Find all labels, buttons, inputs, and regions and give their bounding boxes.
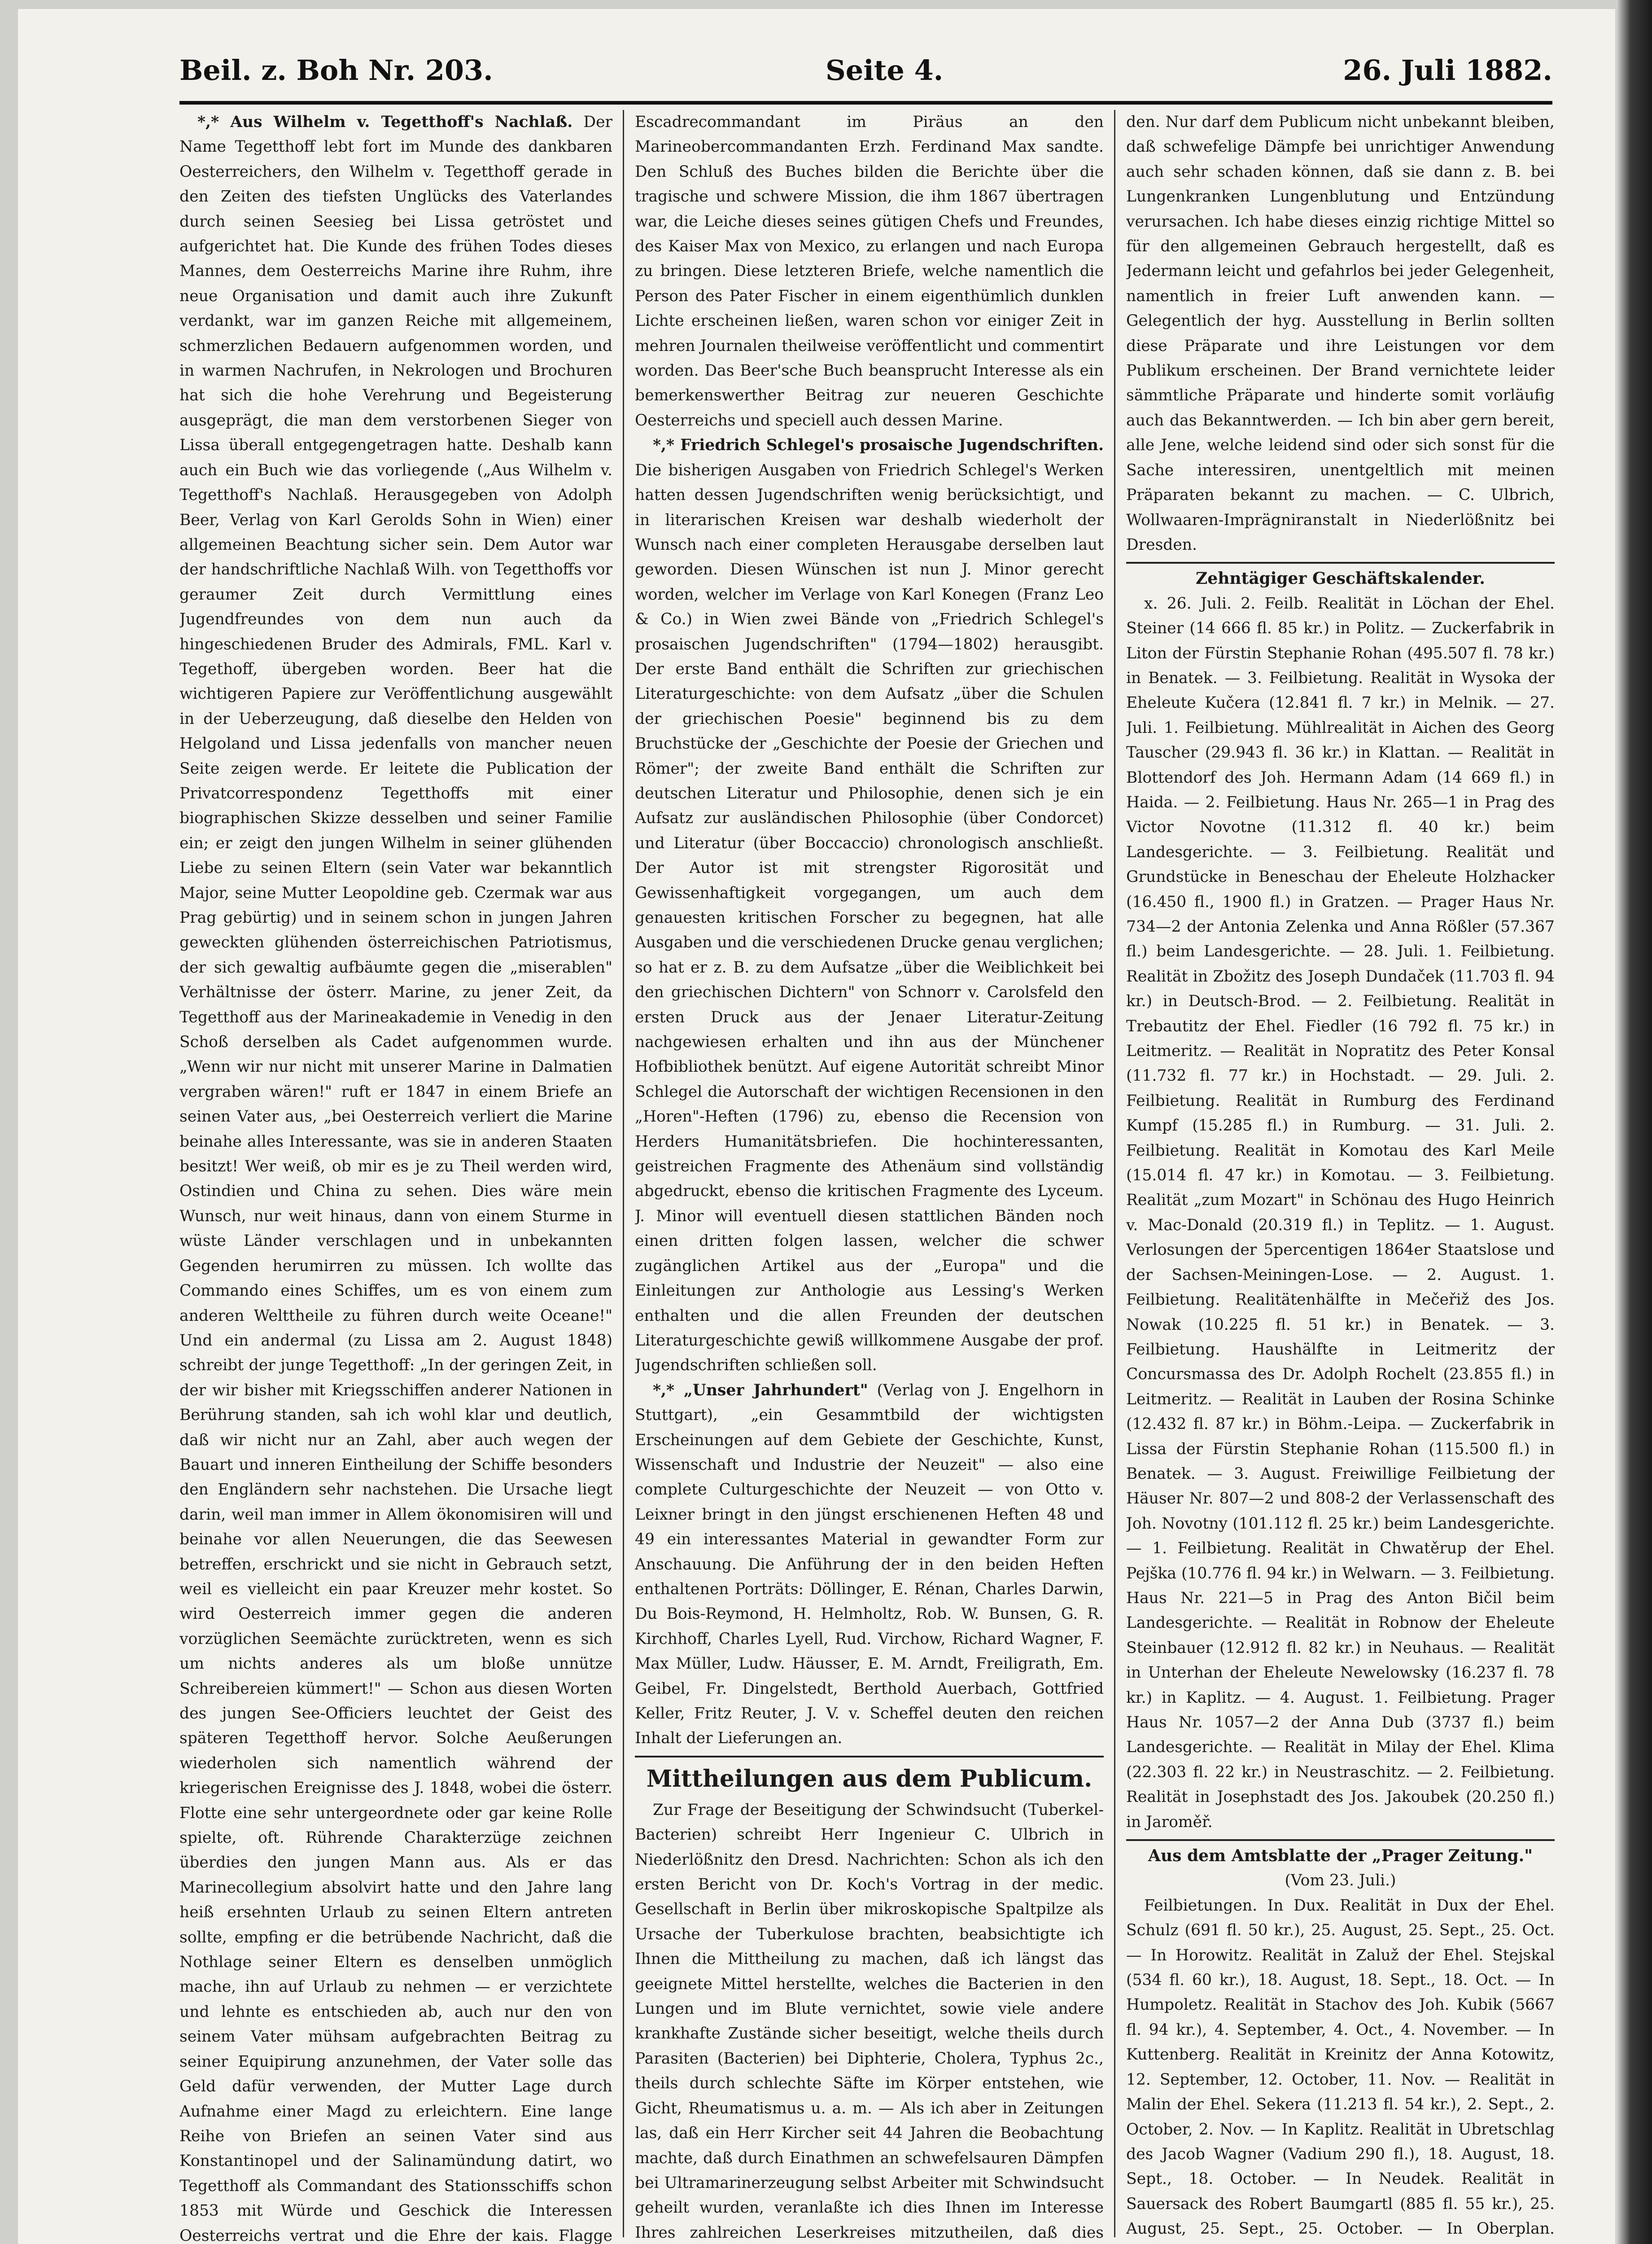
article-title: *,* Friedrich Schlegel's prosaische Jugendschriften. (653, 436, 1104, 455)
page-number: Seite 4. (826, 54, 944, 87)
column-1 (179, 110, 612, 2244)
business-calendar: x. 26. Juli. 2. Feilb. Realität in Löchan der Ehel. Steiner (14 666 fl. 85 kr.) in Politz. — Zuckerfabrik in Liton der Fürstin Stephanie Rohan (495.507 fl. 78 kr.) in Benatek. — 3. Feilbietung. Realität in Wysoka der Eheleute Kučera (12.841 fl. 7 kr.) in Melnik. — 27. Juli. 1. Feilbietung. Mühlrealität in Aichen des Georg Tauscher (29.943 fl. 36 kr.) in Klattan. — Realität in Blottendorf des Joh. Hermann Adam (14 669 fl.) in Haida. — 2. Feilbietung. Haus Nr. 265—1 in Prag des Victor Novotne (11.312 fl. 40 kr.) beim Landesgerichte. — 3. Feilbietung. Realität und Grundstücke in Beneschau der Eheleute Holzhacker (16.450 fl., 1900 fl.) in Gratzen. — Prager Haus Nr. 734—2 der Antonia Zelenka und Anna Rößler (57.367 fl.) beim Landesgerichte. — 28. Juli. 1. Feilbietung. Realität in Zbožitz des Joseph Dundaček (11.703 fl. 94 kr.) in Deutsch-Brod. — 2. Feilbietung. Realität in Trebautitz der Ehel. Fiedler (16 792 fl. 75 kr.) in Leitmeritz. — Realität in Nopratitz des Peter Konsal (11.732 fl. 77 kr.) in Hochstadt. — 29. Juli. 2. Feilbietung. Realität in Rumburg des Ferdinand Kumpf (15.285 fl.) in Rumburg. — 31. Juli. 2. Feilbietung. Realität in Komotau des Karl Meile (15.014 fl. 47 kr.) in Komotau. — 3. Feilbietung. Realität „zum Mozart" in Schönau des Hugo Heinrich v. Mac-Donald (20.319 fl.) in Teplitz. — 1. August. Verlosungen der 5percentigen 1864er Staatslose und der Sachsen-Meiningen-Lose. — 2. August. 1. Feilbietung. Realitätenhälfte in Mečeřiž des Jos. Nowak (10.225 fl. 51 kr.) in Benatek. — 3. Feilbietung. Haushälfte in Leitmeritz der Concursmassa des Dr. Adolph Rochelt (23.855 fl.) in Leitmeritz. — Realität in Lauben der Rosina Schinke (12.432 fl. 87 kr.) in Böhm.-Leipa. — Zuckerfabrik in Lissa der Fürstin Stephanie Rohan (115.500 fl.) in Benatek. — 3. August. Freiwillige Feilbietung der Häuser Nr. 807—2 und 808-2 der Verlassenschaft des Joh. Novotny (101.112 fl. 25 kr.) beim Landesgerichte. — 1. Feilbietung. Realität in Chwatěrup der Ehel. Pejška (10.776 fl. 94 kr.) in Welwarn. — 3. Feilbietung. Haus Nr. 221—5 in Prag des Anton Bičil beim Landesgerichte. — Realität in Robnow der Eheleute Steinbauer (12.912 fl. 82 kr.) in Neuhaus. — Realität in Unterhan der Eheleute Newelowsky (16.237 fl. 78 kr.) in Kaplitz. — 4. August. 1. Feilbietung. Prager Haus Nr. 1057—2 der Anna Dub (3737 fl.) beim Landesgerichte. — Realität in Milay der Ehel. Klima (22.303 fl. 22 kr.) in Neustraschitz. — 2. Feilbietung. Realität in Josephstadt des Jos. Jakoubek (20.250 fl.) in Jaroměř. (1126, 594, 1555, 1831)
column-divider (1114, 110, 1115, 2237)
section-subheading: (Vom 23. Juli.) (1285, 1871, 1396, 1890)
article-schlegel (635, 433, 1104, 1378)
section-divider (635, 1756, 1104, 1758)
article-schwindsucht-continued: den. Nur darf dem Publicum nicht unbekannt bleiben, daß schwefelige Dämpfe bei unrichtiger Anwendung auch sehr schaden können, daß sie dann z. B. bei Lungenkranken Lungenblutung und Entzündung verursachen. Ich habe dieses einzig richtige Mittel so für den allgemeinen Gebrauch hergestellt, daß es Jedermann leicht und gefahrlos bei jeder Gelegenheit, namentlich in freier Luft anwenden kann. — Gelegentlich der hyg. Ausstellung in Berlin sollten diese Präparate und ihre Leistungen vor dem Publikum erscheinen. Der Brand vernichtete leider sämmtliche Präparate und hinderte somit vorläufig auch das Bekanntwerden. — Ich bin aber gern bereit, alle Jene, welche leidend sind oder sich sonst für die Sache interessiren, unentgeltlich mit meinen Präparaten bekannt zu machen. — C. Ulbrich, Wollwaaren-Imprägniranstalt in Niederlößnitz bei Dresden. (1126, 113, 1555, 554)
article-text: Der Name Tegetthoff lebt fort im Munde des dankbaren Oesterreichers, den Wilhelm v. Tegetthoff gerade in den Zeiten des tiefsten Unglücks des Vaterlandes durch seinen Seesieg bei Lissa getröstet und aufgerichtet hat. Die Kunde des frühen Todes dieses Mannes, dem Oesterreichs Marine ihre Ruhm, ihre neue Organisation und damit auch ihre Zukunft verdankt, war im ganzen Reiche mit allgemeinem, schmerzlichen Bedauern aufgenommen worden, und in warmen Nachrufen, in Nekrologen und Brochuren hat sich die hohe Verehrung und Begeisterung ausgeprägt, die man dem verstorbenen Sieger von Lissa überall entgegengetragen hatte. Deshalb kann auch ein Buch wie das vorliegende („Aus Wilhelm v. Tegetthoff's Nachlaß. Herausgegeben von Adolph Beer, Verlag von Karl Gerolds Sohn in Wien) einer allgemeinen Beachtung sicher sein. Dem Autor war der handschriftliche Nachlaß Wilh. von Tegetthoffs vor geraumer Zeit durch Vermittlung eines Jugendfreundes von dem nun auch da hingeschiedenen Bruder des Admirals, FML. Karl v. Tegethoff, übergeben worden. Beer hat die wichtigeren Papiere zur Veröffentlichung ausgewählt in der Ueberzeugung, daß dieselbe den Helden von Helgoland und Lissa jedenfalls von mancher neuen Seite zeigen werde. Er leitete die Publication der Privatcorrespondenz Tegetthoffs mit einer biographischen Skizze desselben und seiner Familie ein; er zeigt den jungen Wilhelm in seiner glühenden Liebe zu seinen Eltern (sein Vater war bekanntlich Major, seine Mutter Leopoldine geb. Czermak war aus Prag gebürtig) und in seinem schon in jungen Jahren geweckten glühenden österreichischen Patriotismus, der sich gewaltig aufbäumte gegen die „miserablen" Verhältnisse der österr. Marine, zu jener Zeit, da Tegetthoff aus der Marineakademie in Venedig in den Schoß derselben als Cadet aufgenommen wurde. „Wenn wir nur nicht mit unserer Marine in Dalmatien vergraben wären!" ruft er 1847 in einem Briefe an seinen Vater aus, „bei Oesterreich verliert die Marine beinahe alles Interessante, was sie in anderen Staaten besitzt! Wer weiß, ob mir es je zu Theil werden wird, Ostindien und China zu sehen. Dies wäre mein Wunsch, nur weit hinaus, dann von einem Sturme in wüste Länder verschlagen und in unbekannten Gegenden herumirren zu müssen. Ich wollte das Commando eines Schiffes, um es von einem zum anderen Welttheile zu führen durch weite Oceane!" Und ein andermal (zu Lissa am 2. August 1848) schreibt der junge Tegetthoff: „In der geringen Zeit, in der wir bisher mit Kriegsschiffen anderer Nationen in Berührung standen, sah ich wohl klar und deutlich, daß wir nicht nur an Zahl, aber auch wegen der Bauart und inneren Eintheilung der Schiffe besonders den Engländern sehr nachstehen. Die Ursache liegt darin, weil man immer in Allem ökonomisiren will und beinahe vor allen Neuerungen, die das Seewesen betreffen, erschrickt und sie nicht in Gebrauch setzt, weil es vielleicht ein paar Kreuzer mehr kostet. So wird Oesterreich immer gegen die anderen vorzüglichen Seemächte zurücktreten, wenn es sich um nichts anderes als um bloße unnütze Schreibereien kümmert!" — Schon aus diesen Worten des jungen See-Officiers leuchtet der Geist des späteren Tegetthoff hervor. Solche Aeußerungen wiederholen sich namentlich während der kriegerischen Ereignisse des J. 1848, wobei die österr. Flotte eine sehr untergeordnete oder gar keine Rolle spielte, oft. Rührende Charakterzüge zeichnen überdies den jungen Mann aus. Als er das Marinecollegium absolvirt hatte und den Jahre lang heiß ersehnten Urlaub zu seinen Eltern antreten sollte, empfing er die betrübende Nachricht, daß die Nothlage seiner Eltern es denselben unmöglich mache, ihn auf Urlaub zu nehmen — er verzichtete und lehnte es entschieden ab, auch nur den von seinem Vater mühsam aufgebrachten Beitrag zu seiner Equipirung anzunehmen, der Vater solle das Geld dafür verwenden, der Mutter Lage durch Aufnahme einer Magd zu erleichtern. Eine lange Reihe von Briefen an seinen Vater sind aus Konstantinopel und der Salinamündung datirt, wo Tegetthoff als Commandant des Stationsschiffs schon 1853 mit Würde und Geschick die Interessen Oesterreichs vertrat und die Ehre der kais. Flagge (179, 113, 612, 2244)
section-divider (1126, 1839, 1555, 1841)
official-gazette-listings: Feilbietungen. In Dux. Realität in Dux der Ehel. Schulz (691 fl. 50 kr.), 25. August, 25. Sept., 25. Oct. — In Horowitz. Realität in Zaluž der Ehel. Stejskal (534 fl. 60 kr.), 18. August, 18. Sept., 18. Oct. — In Humpoletz. Realität in Stachov des Joh. Kubik (5667 fl. 94 kr.), 4. September, 4. Oct., 4. November. — In Kuttenberg. Realität in Kreinitz der Anna Kotowitz, 12. September, 12. October, 11. Nov. — Realität in Malin der Ehel. Sekera (11.213 fl. 54 kr.), 2. Sept., 2. October, 2. Nov. — In Kaplitz. Realität in Ubretschlag des Jacob Wagner (Vadium 290 fl.), 18. August, 18. Sept., 18. October. — In Neudek. Realität in Sauersack des Robert Baumgartl (885 fl. 55 kr.), 25. August, 25. Sept., 25. October. — In Oberplan. (1126, 1896, 1555, 2238)
article-tegetthoff (179, 110, 612, 2244)
issue-number: Beil. z. Boh Nr. 203. (179, 54, 493, 87)
section-divider (1126, 562, 1555, 564)
section-heading: Zehntägiger Geschäftskalender. (1196, 569, 1485, 588)
masthead (179, 45, 1552, 94)
article-title: *,* „Unser Jahrhundert" (653, 1381, 868, 1399)
section-heading: Mittheilungen aus dem Publicum. (646, 1765, 1093, 1793)
article-tegetthoff-continued: Escadrecommandant im Piräus an den Marineobercommandanten Erzh. Ferdinand Max sandte. Den Schluß des Buches bilden die Berichte über die tragische und schwere Mission, die ihm 1867 übertragen war, die Leiche dieses seines gütigen Chefs und Freundes, des Kaiser Max von Mexico, zu erlangen und nach Europa zu bringen. Diese letzteren Briefe, welche namentlich die Person des Pater Fischer in einem eigenthümlich dunklen Lichte erscheinen ließen, waren schon vor einiger Zeit in mehren Journalen theilweise veröffentlicht und commentirt worden. Das Beer'sche Buch beansprucht Interesse als ein bemerkenswerther Beitrag zur neueren Geschichte Oesterreichs und speciell auch dessen Marine. (635, 113, 1104, 430)
section-heading: Aus dem Amtsblatte der „Prager Zeitung." (1148, 1846, 1533, 1866)
column-2 (635, 110, 1104, 2244)
newspaper-page (18, 9, 1615, 2244)
scan-edge (1616, 0, 1652, 2244)
article-text: Die bisherigen Ausgaben von Friedrich Schlegel's Werken hatten dessen Jugendschriften wenig berücksichtigt, und in literarischen Kreisen war deshalb wiederholt der Wunsch nach einer completen Herausgabe derselben laut geworden. Diesen Wünschen ist nun J. Minor gerecht worden, welcher im Verlage von Karl Konegen (Franz Leo & Co.) in Wien zwei Bände von „Friedrich Schlegel's prosaischen Jugendschriften" (1794—1802) herausgibt. Der erste Band enthält die Schriften zur griechischen Literaturgeschichte: von dem Aufsatz „über die Schulen der griechischen Poesie" beginnend bis zu dem Bruchstücke der „Geschichte der Poesie der Griechen und Römer"; der zweite Band enthält die Schriften zur deutschen Literatur und Philosophie, denen sich je ein Aufsatz zur ausländischen Philosophie (über Condorcet) und Literatur (über Boccaccio) chronologisch anschließt. Der Autor ist mit strengster Rigorosität und Gewissenhaftigkeit vorgegangen, um auch dem genauesten kritischen Forscher zu begegnen, hat alle Ausgaben und die verschiedenen Drucke genau verglichen; so hat er z. B. zu dem Aufsatze „über die Weiblichkeit bei den griechischen Dichtern" von Schnorr v. Carolsfeld den ersten Druck aus der Jenaer Literatur-Zeitung nachgewiesen erhalten und ihn aus der Münchener Hofbibliothek benützt. Auf eigene Autorität schreibt Minor Schlegel die Autorschaft der wichtigen Recensionen in den „Horen"-Heften (1796) zu, ebenso die Recension von Herders Humanitätsbriefen. Die hochinteressanten, geistreichen Fragmente des Athenäum sind vollständig abgedruckt, ebenso die kritischen Fragmente des Lyceum. J. Minor will eventuell diesen stattlichen Bänden noch einen dritten folgen lassen, welcher die schwer zugänglichen Artikel aus der „Europa" und die Einleitungen zur Anthologie aus Lessing's Werken enthalten und die allen Freunden der deutschen Literaturgeschichte gewiß willkommene Ausgabe der prof. Jugendschriften schließen soll. (635, 461, 1104, 1375)
masthead-rule (179, 101, 1552, 105)
article-title: *,* Aus Wilhelm v. Tegetthoff's Nachlaß. (197, 113, 573, 131)
issue-date: 26. Juli 1882. (1343, 54, 1552, 87)
column-divider (623, 110, 624, 2237)
column-3 (1126, 110, 1555, 2244)
article-jahrhundert (635, 1378, 1104, 1751)
article-text: (Verlag von J. Engelhorn in Stuttgart), „ein Gesammtbild der wichtigsten Erscheinungen auf dem Gebiete der Geschichte, Kunst, Wissenschaft und Industrie der Neuzeit" — also eine complete Culturgeschichte der Neuzeit — von Otto v. Leixner bringt in den jüngst erschienenen Heften 48 und 49 ein interessantes Material in gewandter Form zur Anschauung. Die Anführung der in den beiden Heften enthaltenen Porträts: Döllinger, E. Rénan, Charles Darwin, Du Bois-Reymond, H. Helmholtz, Rob. W. Bunsen, G. R. Kirchhoff, Charles Lyell, Rud. Virchow, Richard Wagner, F. Max Müller, Ludw. Häusser, E. M. Arndt, Freiligrath, Em. Geibel, Fr. Dingelstedt, Berthold Auerbach, Gottfried Keller, Fritz Reuter, J. V. v. Scheffel deuten den reichen Inhalt der Lieferungen an. (635, 1381, 1104, 1748)
article-schwindsucht: Zur Frage der Beseitigung der Schwindsucht (Tuberkel-Bacterien) schreibt Herr Ingenieur C. Ulbrich in Niederlößnitz den Dresd. Nachrichten: Schon als ich den ersten Bericht von Dr. Koch's Vortrag in der medic. Gesellschaft in Berlin über mikroskopische Spaltpilze als Ursache der Tuberkulose brachten, beabsichtigte ich Ihnen die Mittheilung zu machen, daß ich längst das geeignete Mittel herstellte, welches die Bacterien in den Lungen und im Blute vernichtet, sowie viele andere krankhafte Zustände sicher beseitigt, welche theils durch Parasiten (Bacterien) bei Diphterie, Cholera, Typhus 2c., theils durch schlechte Säfte im Körper entstehen, wie Gicht, Rheumatismus u. a. m. — Als ich aber in Zeitungen las, daß ein Herr Kircher seit 44 Jahren die Beobachtung machte, daß durch Einathmen an schwefelsauren Dämpfen bei Ultramarinerzeugung selbst Arbeiter mit Schwindsucht geheilt wurden, veranlaßte ich dies Ihnen im Interesse Ihres zahlreichen Leserkreises mitzutheilen, daß dies (635, 1801, 1104, 2242)
